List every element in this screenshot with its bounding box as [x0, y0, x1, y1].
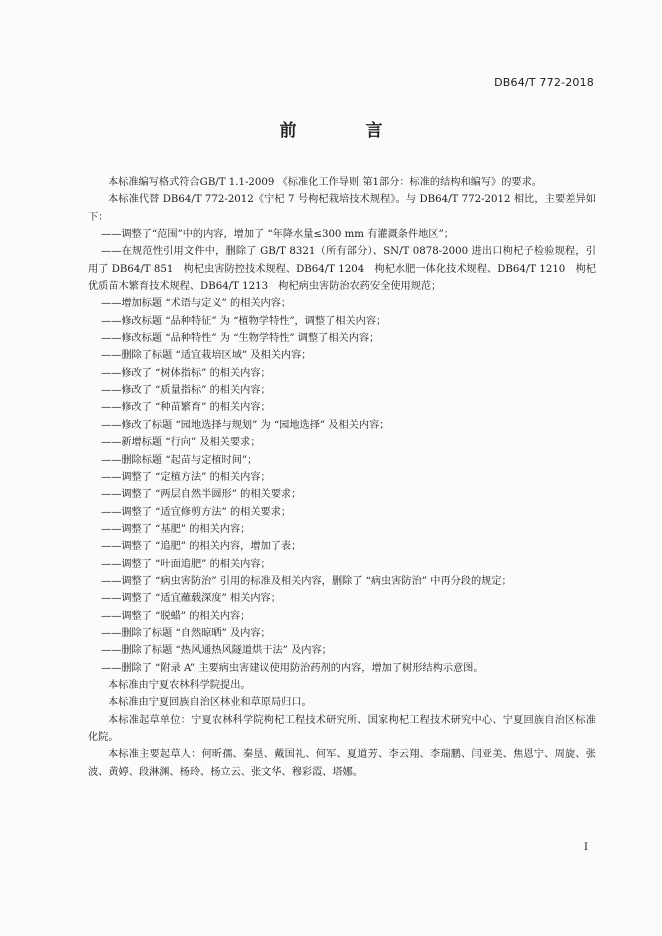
page-title: 前 言: [279, 121, 409, 141]
list-item: ——调整了 “两层自然半圆形” 的相关要求；: [101, 489, 302, 501]
list-item: ——增加标题 “术语与定义” 的相关内容；: [101, 298, 292, 310]
list-item: ——在规范性引用文件中，删除了 GB/T 8321（所有部分）、SN/T 0878-2000 进出口枸杞子检验规程，引用了 DB64/T 851 枸杞虫害防控技术规程、DB64/T 1204 枸杞水肥一体化技术规程、DB64/T 1210 枸杞优质苗木繁育技术规程、DB64/T 1213 枸杞病虫害防治农药安全使用规范；: [88, 246, 596, 293]
list-item: ——调整了 “脱蜡” 的相关内容；: [101, 610, 251, 622]
list-item: ——删除了标题 “自然晾晒” 及内容；: [101, 627, 271, 639]
list-item: ——调整了 “病虫害防治” 引用的标准及相关内容，删除了 “病虫害防治” 中再分段的规定；: [101, 575, 512, 587]
list-item: ——删除了 “附录 A” 主要病虫害建议使用防治药剂的内容，增加了树形结构示意图。: [101, 662, 484, 674]
list-item: ——删除了标题 “适宜栽培区域” 及相关内容；: [101, 350, 312, 362]
list-item: ——修改了 “种苗繁育” 的相关内容；: [101, 402, 271, 414]
foreword-body: [88, 174, 596, 781]
list-item: ——调整了 “追肥” 的相关内容，增加了表；: [101, 541, 302, 553]
paragraph: 本标准代替 DB64/T 772-2012《宁杞 7 号枸杞栽培技术规程》。与 DB64/T 772-2012 相比，主要差异如下：: [88, 194, 596, 223]
paragraph: 本标准由宁夏回族自治区林业和草原局归口。: [108, 697, 312, 709]
list-item: ——新增标题 “行向” 及相关要求；: [101, 437, 261, 449]
list-item: ——修改了标题 “园地选择与规划” 为 “园地选择” 及相关内容；: [101, 419, 390, 431]
paragraph: 本标准编写格式符合GB/T 1.1-2009 《标准化工作导则 第1部分：标准的结构和编写》的要求。: [108, 177, 542, 188]
list-item: ——调整了“范围”中的内容，增加了 “年降水量≤300 mm 有灌溉条件地区”；: [101, 229, 454, 241]
page-number: I: [584, 842, 588, 853]
list-item: ——调整了 “定植方法” 的相关内容；: [101, 471, 271, 483]
list-item: ——修改了 “树体指标” 的相关内容；: [101, 367, 271, 379]
list-item: ——修改标题 “品种特性” 为 “生物学特性” 调整了相关内容；: [101, 333, 380, 345]
paragraph: 本标准由宁夏农林科学院提出。: [108, 679, 251, 691]
paragraph: 本标准起草单位：宁夏农林科学院枸杞工程技术研究所、国家枸杞工程技术研究中心、宁夏回族自治区标准化院。: [88, 714, 596, 743]
paragraph: 本标准主要起草人：何昕孺、秦垦、戴国礼、何军、夏道芳、李云翔、李瑞鹏、闫亚美、焦恩宁、周旋、张波、黄婷、段淋渊、杨玲、杨立云、张文华、穆彩霞、塔娜。: [88, 749, 596, 778]
list-item: ——调整了 “适宜蘸载深度” 相关内容；: [101, 593, 281, 605]
list-item: ——调整了 “叶面追肥” 的相关内容；: [101, 558, 271, 570]
list-item: ——修改了 “质量指标” 的相关内容；: [101, 385, 271, 397]
list-item: ——删除了标题 “热风通热风隧道烘干法” 及内容；: [101, 645, 332, 657]
list-item: ——修改标题 “品种特征” 为 “植物学特性”，调整了相关内容；: [101, 315, 387, 327]
list-item: ——删除标题 “起苗与定植时间”；: [101, 454, 258, 466]
list-item: ——调整了 “基肥” 的相关内容；: [101, 523, 251, 535]
list-item: ——调整了 “适宜修剪方法” 的相关要求；: [101, 506, 292, 518]
document-code: DB64/T 772-2018: [494, 76, 594, 89]
